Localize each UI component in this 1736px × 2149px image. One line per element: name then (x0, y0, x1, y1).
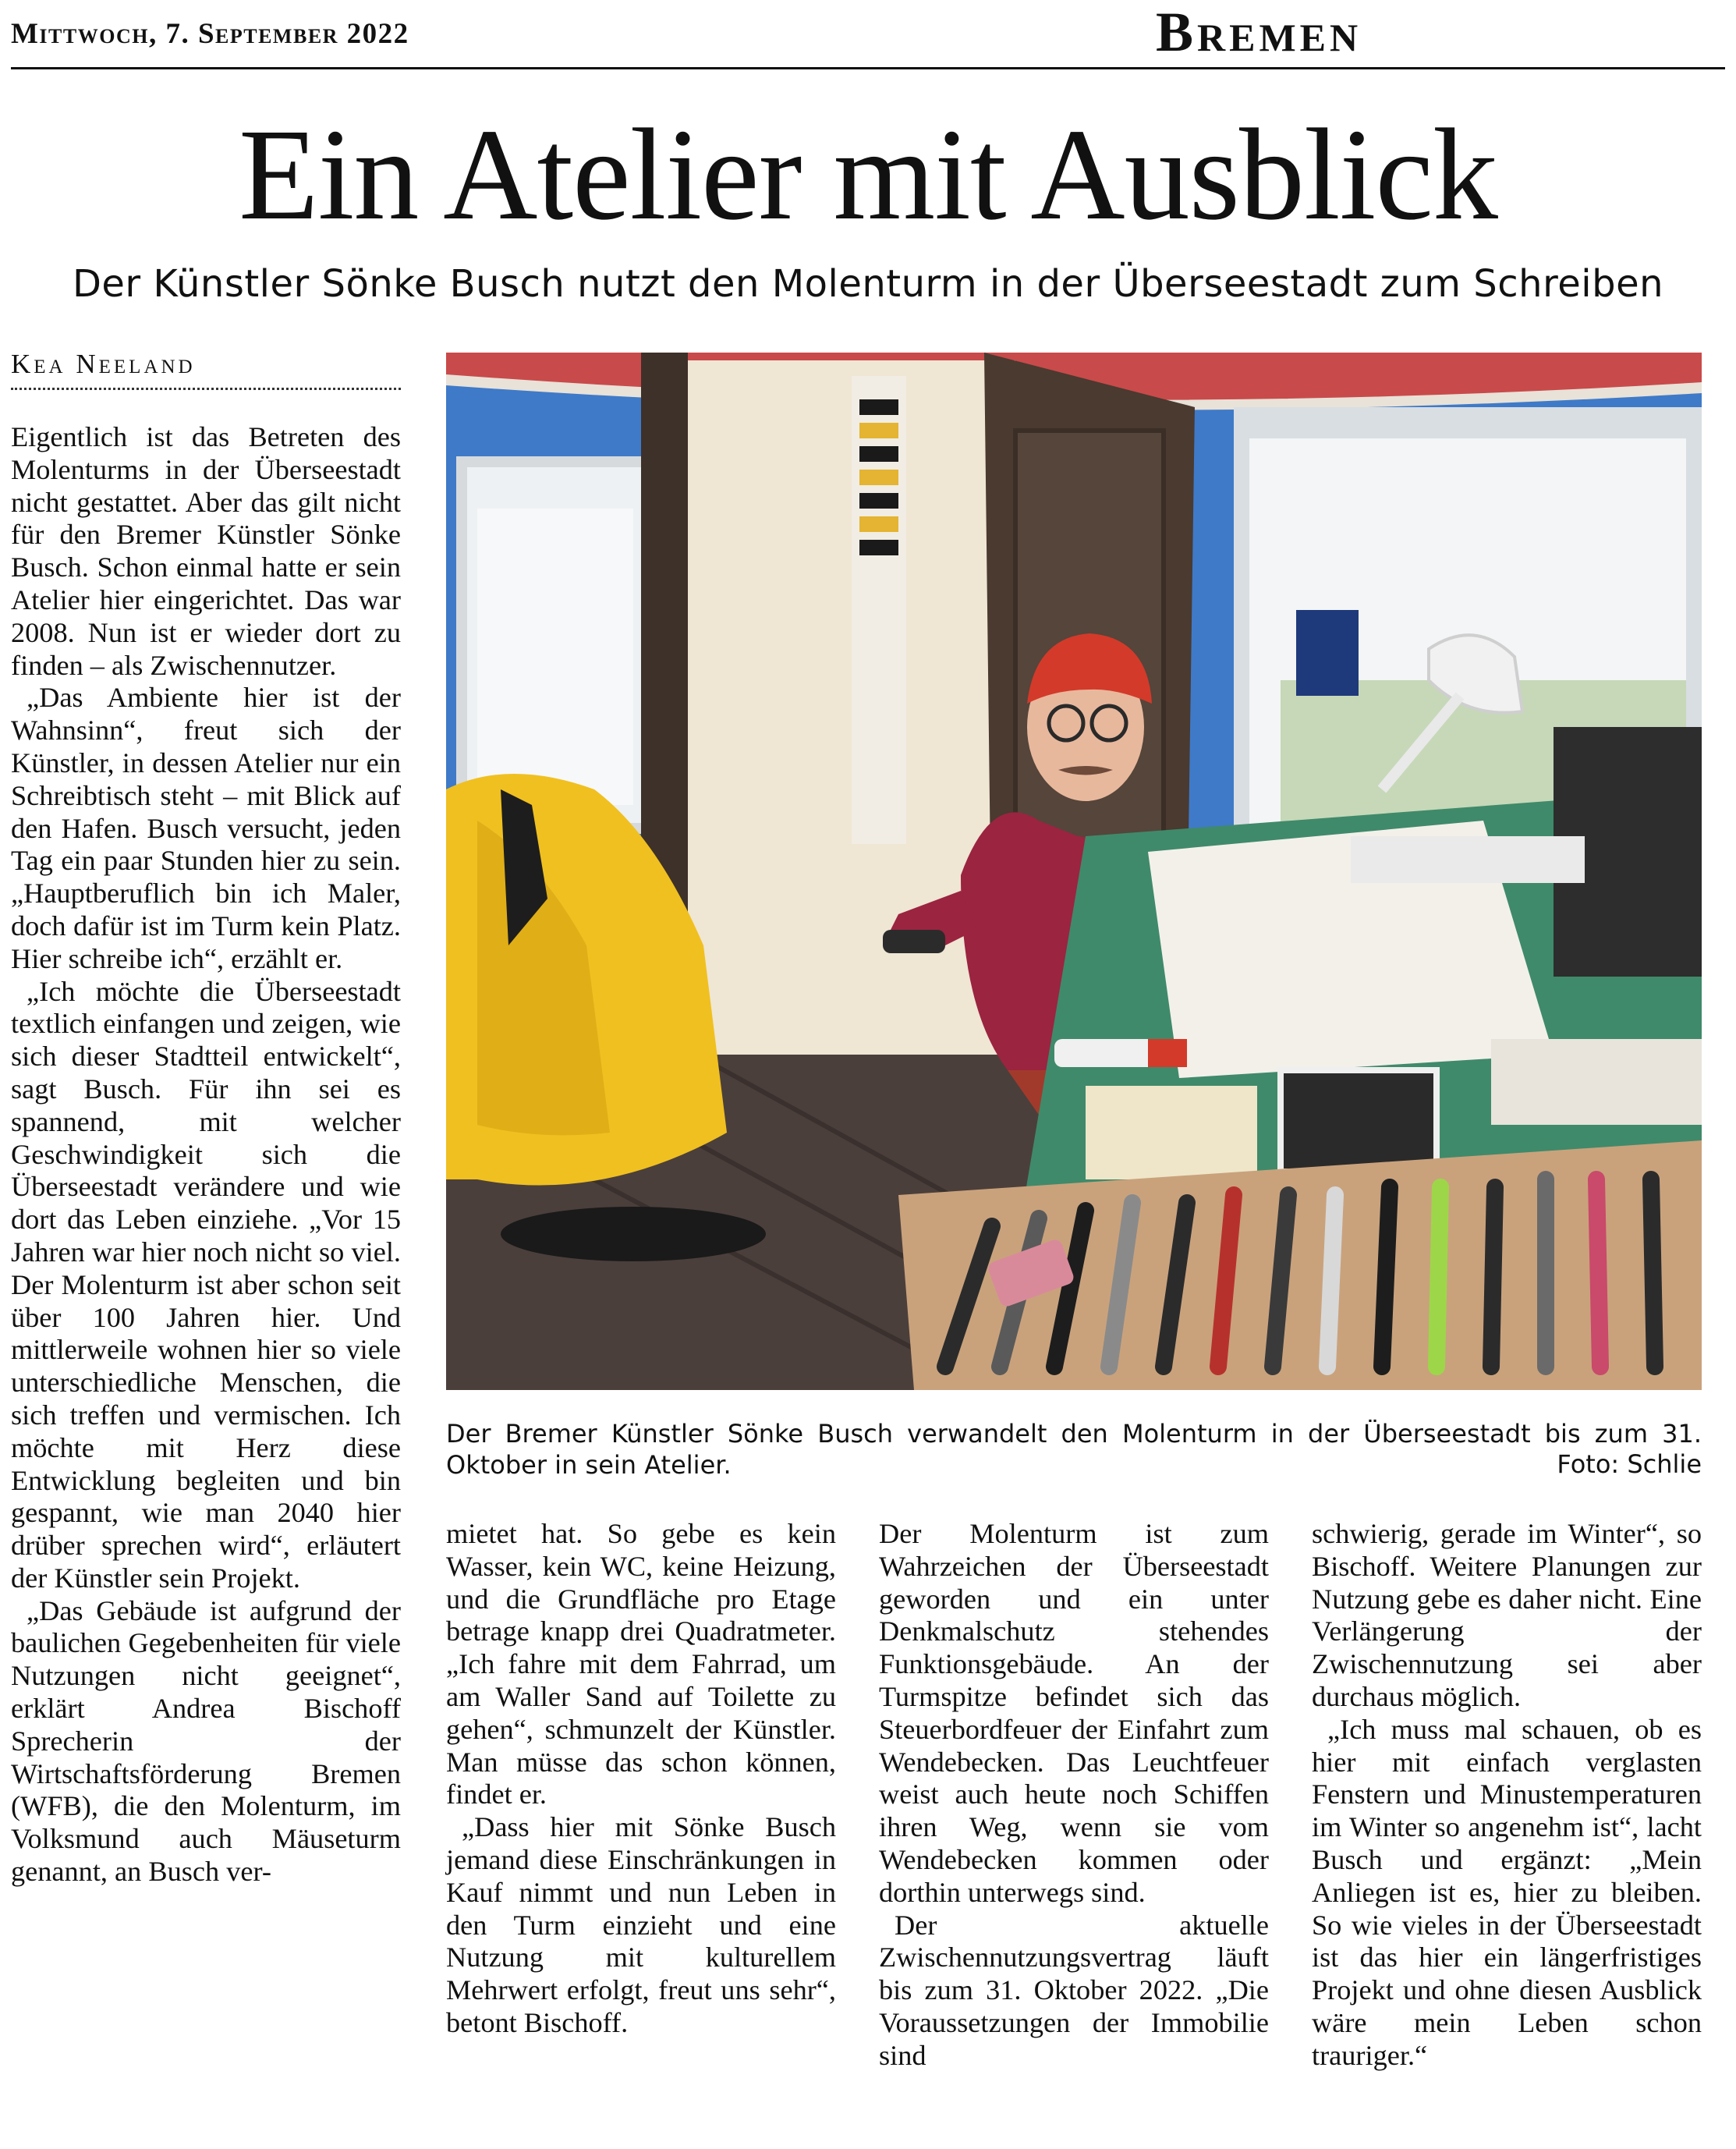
paragraph: „Das Gebäude ist aufgrund der baulichen Gegebenheiten für viele Nutzungen nicht geeignet“, erklärt Andrea Bischoff Sprecherin der Wirtschaftsförderung Bremen (WFB), die den Molenturm, im Volksmund auch Mäuseturm genannt, an Busch ver- (11, 1594, 401, 1888)
paragraph: „Dass hier mit Sönke Busch jemand diese Einschränkungen in Kauf nimmt und nun Leben in den Turm einzieht und eine Nutzung mit kulturellem Mehrwert erfolgt, freut uns sehr“, betont Bischoff. (446, 1811, 836, 2038)
paragraph: Der Molenturm ist zum Wahrzeichen der Überseestadt geworden und ein unter Denkmalschutz stehendes Funktionsgebäude. An der Turmspitze befindet sich das Steuerbordfeuer der Einfahrt zum Wendebecken. Das Leuchtfeuer weist auch heute noch Schiffen ihren Weg, wenn sie vom Wendebecken kommen oder dorthin unterwegs sind. (879, 1518, 1269, 1908)
header-rule (11, 67, 1725, 69)
paragraph: mietet hat. So gebe es kein Wasser, kein WC, keine Heizung, und die Grundfläche pro Etage betrage knapp drei Quadratmeter. „Ich fahre mit dem Fahrrad, um am Waller Sand auf Toilette zu gehen“, schmunzelt der Künstler. Man müsse das schon können, findet er. (446, 1518, 836, 1810)
article-photo (446, 353, 1702, 1390)
column-4 (1312, 1518, 1702, 2073)
section-title: Bremen (1156, 1, 1362, 63)
photo-caption: Der Bremer Künstler Sönke Busch verwandelt den Molenturm in der Überseestadt bis zum 31. Oktober in sein Atelier. (446, 1419, 1702, 1480)
paragraph: Der aktuelle Zwischennutzungsvertrag läuft bis zum 31. Oktober 2022. „Die Voraussetzungen der Immobilie sind (879, 1909, 1269, 2071)
photo-credit: Foto: Schlie (1557, 1449, 1702, 1479)
column-3 (879, 1518, 1269, 2073)
headline: Ein Atelier mit Ausblick (239, 102, 1497, 247)
column-2 (446, 1518, 836, 2040)
column-1 (11, 421, 401, 1888)
paragraph: „Das Ambiente hier ist der Wahnsinn“, freut sich der Künstler, in dessen Atelier nur ein Schreibtisch steht – mit Blick auf den Hafen. Busch versucht, jeden Tag ein paar Stunden hier zu sein. „Hauptberuflich bin ich Maler, doch dafür ist im Turm kein Platz. Hier schreibe ich“, erzählt er. (11, 682, 401, 974)
subheadline: Der Künstler Sönke Busch nutzt den Molenturm in der Überseestadt zum Schreiben (72, 262, 1664, 306)
paragraph: schwierig, gerade im Winter“, so Bischoff. Weitere Planungen zur Nutzung gebe es daher nicht. Eine Verlängerung der Zwischennutzung sei aber durchaus möglich. (1312, 1518, 1702, 1712)
dateline: Mittwoch, 7. September 2022 (11, 18, 409, 50)
paragraph: „Ich muss mal schauen, ob es hier mit einfach verglasten Fenstern und Minustemperaturen im Winter so angenehm ist“, lacht Busch und ergänzt: „Mein Anliegen ist es, hier zu bleiben. So wie vieles in der Überseestadt ist das hier ein längerfristiges Projekt und ohne diesen Ausblick wäre mein Leben schon trauriger.“ (1312, 1713, 1702, 2071)
paragraph: Eigentlich ist das Betreten des Molenturms in der Überseestadt nicht gestattet. Aber das gilt nicht für den Bremer Künstler Sönke Busch. Schon einmal hatte er sein Atelier hier eingerichtet. Das war 2008. Nun ist er wieder dort zu finden – als Zwischennutzer. (11, 421, 401, 681)
byline-divider (11, 388, 401, 390)
paragraph: „Ich möchte die Überseestadt textlich einfangen und zeigen, wie sich dieser Stadtteil entwickelt“, sagt Busch. Für ihn sei es spannend, mit welcher Geschwindigkeit sich die Überseestadt verändere und wie dort das Leben einziehe. „Vor 15 Jahren war hier noch nicht so viel. Der Molenturm ist aber schon seit über 100 Jahren hier. Und mittlerweile wohnen hier so viele unterschiedliche Menschen, die sich treffen und vermischen. Ich möchte mit Herz diese Entwicklung begleiten und bin gespannt, wie man 2040 hier drüber sprechen wird“, erläutert der Künstler sein Projekt. (11, 975, 401, 1594)
byline: Kea Neeland (11, 349, 196, 379)
